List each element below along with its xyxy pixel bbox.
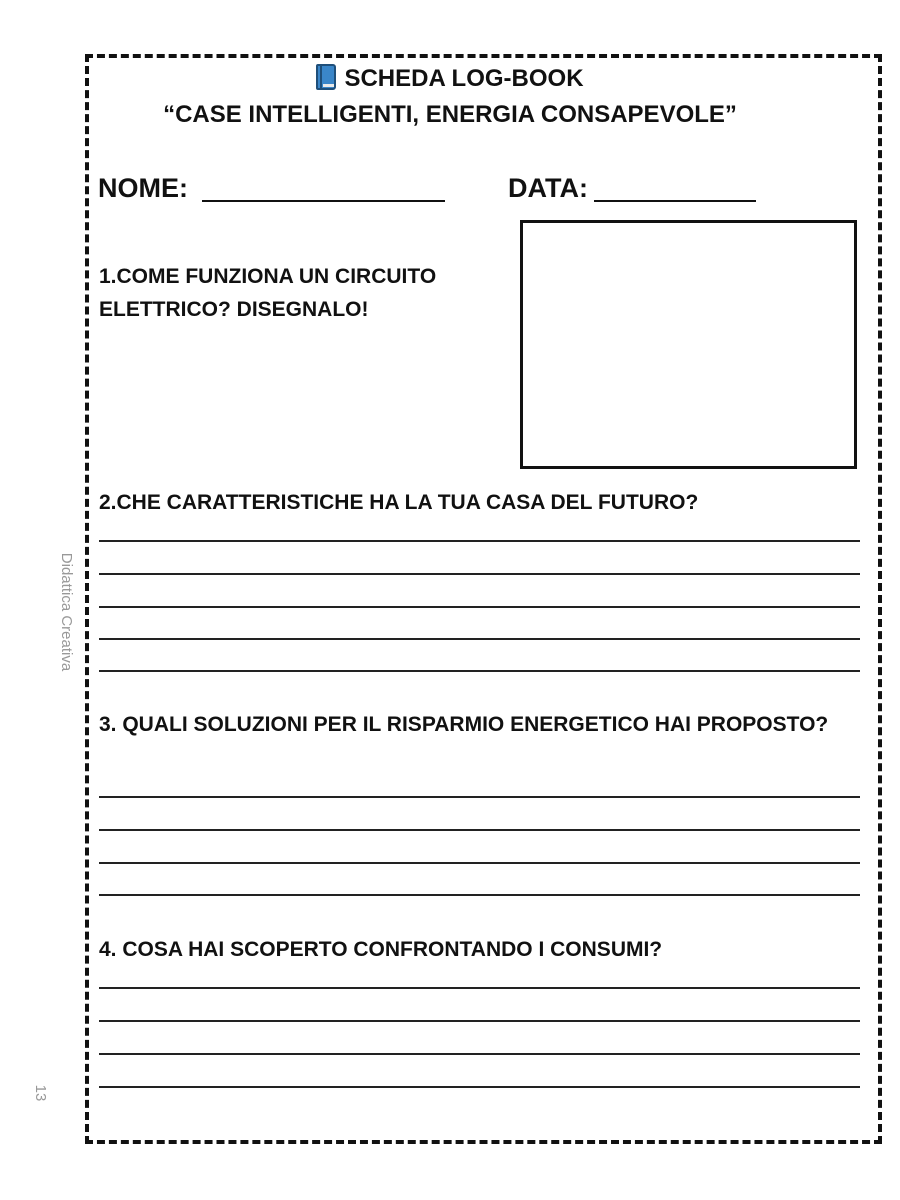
worksheet-subtitle: “CASE INTELLIGENTI, ENERGIA CONSAPEVOLE” — [163, 101, 737, 128]
dashed-page-border — [85, 54, 882, 1144]
answer-line[interactable] — [99, 540, 860, 542]
answer-line[interactable] — [99, 670, 860, 672]
publisher-side-text: Didattica Creativa — [58, 552, 75, 672]
answer-line[interactable] — [99, 894, 860, 896]
date-field[interactable] — [594, 200, 756, 202]
name-label: NOME: — [98, 173, 188, 203]
question-3: 3. QUALI SOLUZIONI PER IL RISPARMIO ENERGETICO HAI PROPOSTO? — [99, 713, 829, 736]
book-icon — [316, 64, 336, 90]
worksheet-title-text: SCHEDA LOG-BOOK — [344, 65, 584, 92]
page-number: 13 — [32, 1084, 49, 1102]
question-2: 2.CHE CARATTERISTICHE HA LA TUA CASA DEL FUTURO? — [99, 491, 699, 514]
worksheet-title — [0, 64, 900, 94]
drawing-box[interactable] — [520, 220, 857, 469]
answer-line[interactable] — [99, 829, 860, 831]
answer-line[interactable] — [99, 638, 860, 640]
answer-line[interactable] — [99, 1020, 860, 1022]
answer-line[interactable] — [99, 796, 860, 798]
name-field[interactable] — [202, 200, 445, 202]
answer-line[interactable] — [99, 862, 860, 864]
answer-line[interactable] — [99, 606, 860, 608]
date-label: DATA: — [508, 173, 588, 203]
answer-line[interactable] — [99, 1053, 860, 1055]
question-4: 4. COSA HAI SCOPERTO CONFRONTANDO I CONSUMI? — [99, 938, 663, 961]
answer-line[interactable] — [99, 987, 860, 989]
answer-line[interactable] — [99, 1086, 860, 1088]
question-1: 1.COME FUNZIONA UN CIRCUITO ELETTRICO? DISEGNALO! — [99, 265, 437, 321]
answer-line[interactable] — [99, 573, 860, 575]
